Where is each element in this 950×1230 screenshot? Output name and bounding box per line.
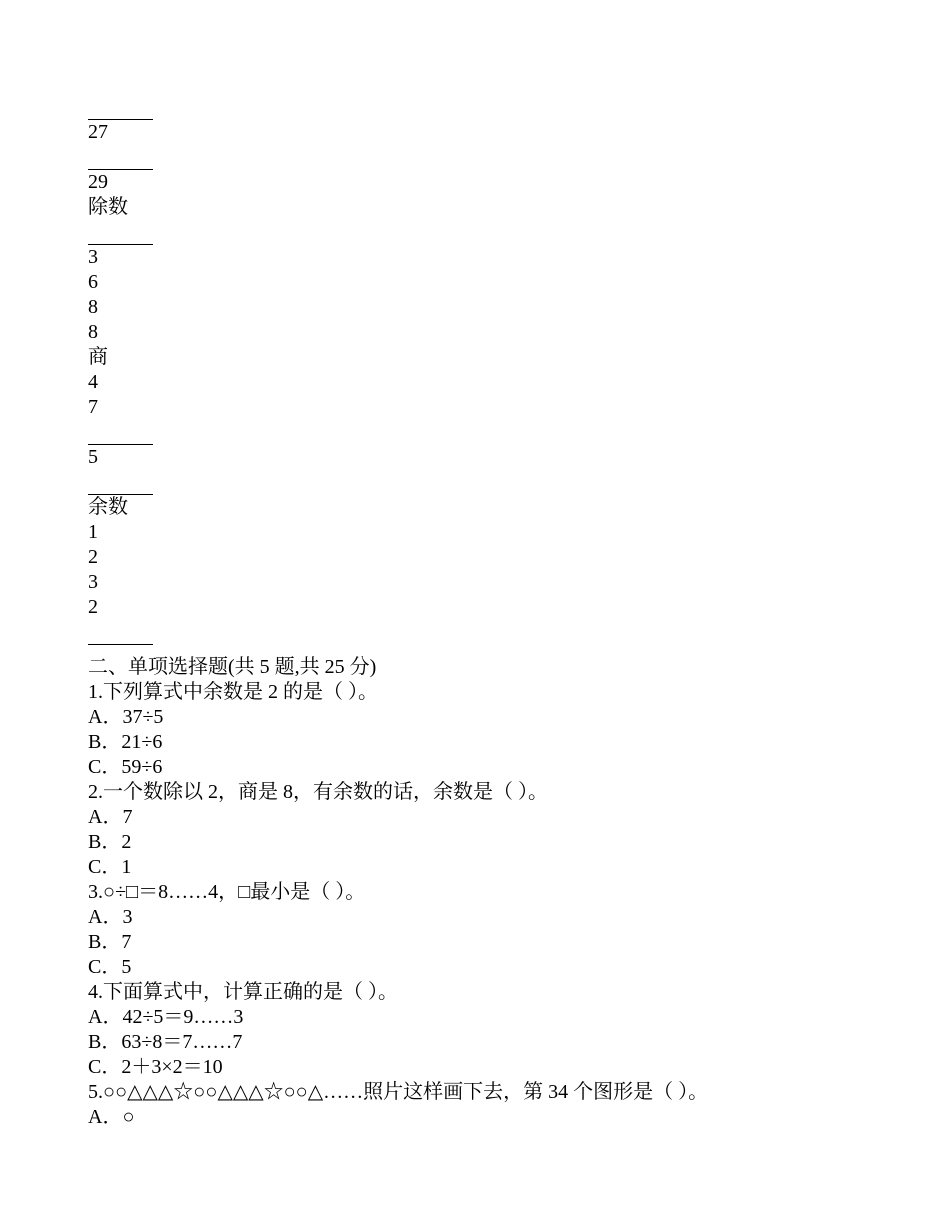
answer-blank <box>88 470 888 495</box>
divisor-value: 3 <box>88 246 98 268</box>
answer-blank <box>88 620 888 645</box>
question-stem: 2.一个数除以 2，商是 8，有余数的话，余数是（ ）。 <box>88 781 548 803</box>
answer-blank <box>88 95 888 120</box>
divisor-value: 8 <box>88 296 98 318</box>
answer-option: A．3 <box>88 906 133 928</box>
answer-option: C．5 <box>88 956 132 978</box>
quotient-value: 5 <box>88 446 98 468</box>
answer-blank <box>88 145 888 170</box>
document-page <box>88 95 888 1130</box>
quotient-value: 7 <box>88 396 98 418</box>
answer-option: A．○ <box>88 1106 135 1128</box>
answer-option: C．1 <box>88 856 132 878</box>
dividend-value: 27 <box>88 121 108 143</box>
remainder-value: 3 <box>88 571 98 593</box>
question-stem: 3.○÷□＝8……4，□最小是（ ）。 <box>88 881 366 903</box>
remainder-value: 2 <box>88 596 98 618</box>
divisor-value: 8 <box>88 321 98 343</box>
answer-option: C．2＋3×2＝10 <box>88 1056 223 1078</box>
quotient-header: 商 <box>88 346 108 368</box>
section-title: 二、单项选择题(共 5 题,共 25 分) <box>88 656 377 678</box>
remainder-value: 1 <box>88 521 98 543</box>
dividend-value: 29 <box>88 171 108 193</box>
answer-option: B．7 <box>88 931 132 953</box>
divisor-header: 除数 <box>88 196 128 218</box>
question-stem: 1.下列算式中余数是 2 的是（ ）。 <box>88 681 378 703</box>
answer-option: A．37÷5 <box>88 706 164 728</box>
answer-option: B．63÷8＝7……7 <box>88 1031 243 1053</box>
answer-option: B．21÷6 <box>88 731 163 753</box>
divisor-value: 6 <box>88 271 98 293</box>
quotient-value: 4 <box>88 371 98 393</box>
answer-blank <box>88 420 888 445</box>
question-stem: 5.○○△△△☆○○△△△☆○○△……照片这样画下去，第 34 个图形是（ ）。 <box>88 1081 709 1103</box>
question-stem: 4.下面算式中，计算正确的是（ ）。 <box>88 981 398 1003</box>
answer-blank <box>88 220 888 245</box>
remainder-value: 2 <box>88 546 98 568</box>
answer-option: B．2 <box>88 831 132 853</box>
answer-option: A．7 <box>88 806 133 828</box>
remainder-header: 余数 <box>88 496 128 518</box>
answer-option: A．42÷5＝9……3 <box>88 1006 244 1028</box>
answer-option: C．59÷6 <box>88 756 163 778</box>
